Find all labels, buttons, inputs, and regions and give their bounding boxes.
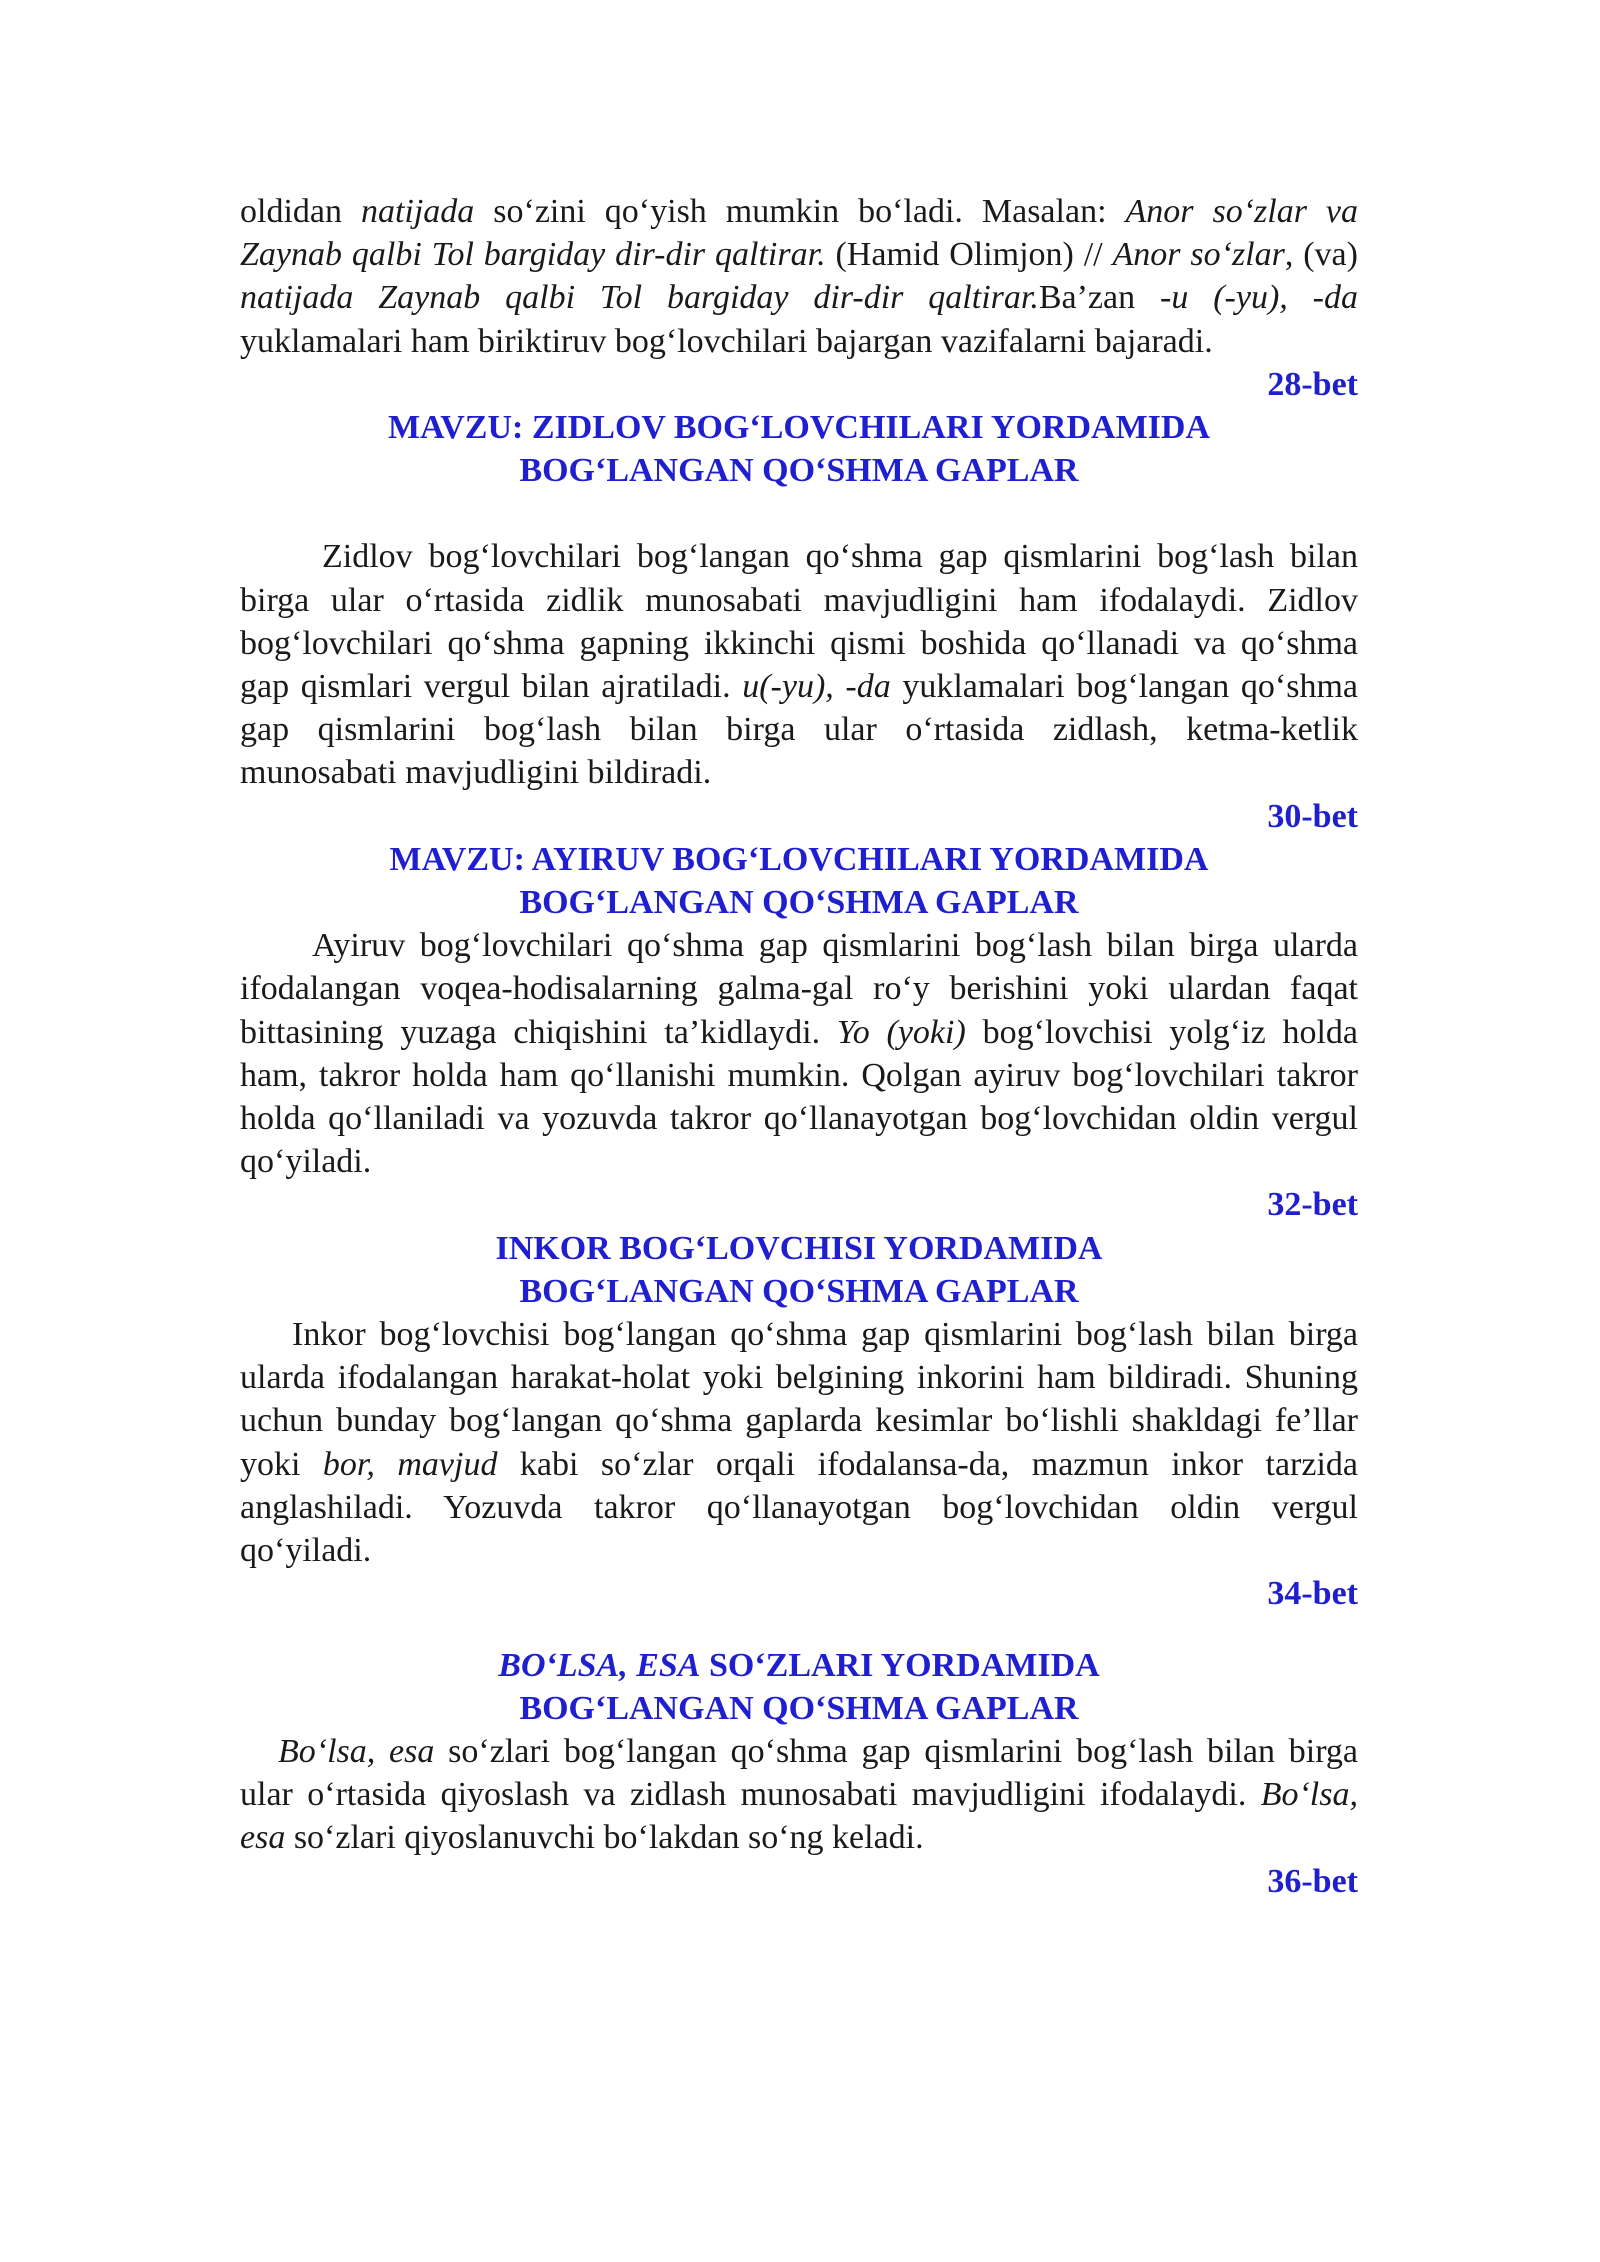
text-run: yuklamalari bog‘langan qo‘shma gap qismlarini bog‘lash bilan birga ular o‘rtasida zidlash, ketma-ketlik munosabati mavjudligini bildiradi. xyxy=(240,668,1359,792)
heading-line: BOG‘LANGAN QO‘SHMA GAPLAR xyxy=(519,1272,1079,1310)
page-reference: 36-bet xyxy=(1267,1862,1358,1900)
italic-run: Anor so‘zlar xyxy=(1112,236,1285,274)
page-reference: 32-bet xyxy=(1267,1186,1358,1224)
spacer xyxy=(240,1616,1358,1644)
section-paragraph xyxy=(240,535,1358,794)
italic-run: Bo‘lsa, esa xyxy=(240,1776,1358,1857)
heading-line: BOG‘LANGAN QO‘SHMA GAPLAR xyxy=(519,1689,1079,1727)
text-run: SO‘ZLARI YORDAMIDA xyxy=(700,1646,1100,1684)
example-sentence: natijada Zaynab qalbi Tol bargiday dir-dir qaltirar. xyxy=(240,279,1039,317)
page-reference: 30-bet xyxy=(1267,797,1358,835)
heading-line: BOG‘LANGAN QO‘SHMA GAPLAR xyxy=(519,884,1079,922)
section-paragraph xyxy=(240,1313,1358,1572)
text-run: Ayiruv bog‘lovchilari qo‘shma gap qismlarini bog‘lash bilan birga ularda ifodalangan voqea-hodisalarning galma-gal ro‘y berishini yoki ulardan faqat bittasining yuzaga chiqishini ta’kidlaydi. xyxy=(240,927,1358,1051)
heading-line: BOG‘LANGAN QO‘SHMA GAPLAR xyxy=(519,452,1079,490)
section-paragraph xyxy=(240,1730,1358,1860)
italic-run: BO‘LSA, ESA xyxy=(498,1646,701,1684)
spacer xyxy=(240,492,1358,535)
italic-run: Bo‘lsa, esa xyxy=(278,1732,435,1770)
example-sentence: Anor so‘zlar va Zaynab qalbi Tol bargiday dir-dir qaltirar. xyxy=(240,193,1359,274)
text-run: Zidlov bog‘lovchilari bog‘langan qo‘shma gap qismlarini bog‘lash bilan birga ular o‘rtasida zidlik munosabati mavjudligini ham ifodalaydi. Zidlov bog‘lovchilari qo‘shma gapning ikkinchi qismi boshida qo‘llanadi va qo‘shma gap qismlari vergul bilan ajratiladi. xyxy=(240,538,1358,706)
text-run: bog‘lovchisi yolg‘iz holda ham, takror holda ham qo‘llanishi mumkin. Qolgan ayiruv bog‘lovchilari takror holda qo‘llaniladi va yozuvda takror qo‘llanayotgan bog‘lovchidan oldin vergul qo‘yiladi. xyxy=(240,1013,1358,1181)
intro-paragraph xyxy=(240,190,1358,363)
section-heading xyxy=(240,406,1358,492)
italic-run: Yo (yoki) xyxy=(836,1013,966,1051)
text-run: kabi so‘zlar orqali ifodalansa-da, mazmun inkor tarzida anglashiladi. Yozuvda takror qo‘llanayotgan bog‘lovchidan oldin vergul qo‘yiladi. xyxy=(240,1445,1359,1570)
italic-run: natijada xyxy=(360,193,475,230)
page-reference: 28-bet xyxy=(1267,365,1358,403)
italic-run: -u (-yu), -da xyxy=(1160,279,1358,317)
text-run: so‘zini qo‘yish mumkin bo‘ladi. Masalan: xyxy=(474,193,1126,230)
heading-line: MAVZU: ZIDLOV BOG‘LOVCHILARI YORDAMIDA xyxy=(387,409,1211,447)
page-reference: 34-bet xyxy=(1267,1575,1358,1613)
heading-line: INKOR BOG‘LOVCHISI YORDAMIDA xyxy=(495,1229,1103,1267)
text-run: Ba’zan xyxy=(1038,279,1161,317)
text-run: so‘zlari bog‘langan qo‘shma gap qismlarini bog‘lash bilan birga ular o‘rtasida qiyoslash va zidlash munosabati mavjudligini ifodalaydi. xyxy=(240,1732,1359,1814)
text-run: Inkor bog‘lovchisi bog‘langan qo‘shma gap qismlarini bog‘lash bilan birga ularda ifodalangan harakat-holat yoki belgining inkorini ham bildiradi. Shuning uchun bunday bog‘langan qo‘shma gaplarda kesimlar bo‘lishli shakldagi fe’llar yoki xyxy=(240,1316,1358,1483)
heading-line: MAVZU: AYIRUV BOG‘LOVCHILARI YORDAMIDA xyxy=(389,840,1209,878)
section-heading xyxy=(240,838,1358,924)
text-run: oldidan xyxy=(240,193,361,230)
text-run: yuklamalari ham biriktiruv bog‘lovchilari bajargan vazifalarni bajaradi. xyxy=(240,322,1213,360)
section-paragraph xyxy=(240,924,1358,1183)
document-page xyxy=(240,190,1358,1903)
text-run: (Hamid Olimjon) // xyxy=(825,236,1113,274)
section-heading xyxy=(240,1227,1358,1313)
section-heading xyxy=(240,1644,1358,1730)
italic-run: u(-yu), -da xyxy=(742,668,891,706)
text-run: so‘zlari qiyoslanuvchi bo‘lakdan so‘ng keladi. xyxy=(285,1819,924,1857)
text-run: , (va) xyxy=(1284,236,1358,274)
heading-line xyxy=(240,1644,1358,1687)
italic-run: bor, mavjud xyxy=(322,1445,498,1483)
